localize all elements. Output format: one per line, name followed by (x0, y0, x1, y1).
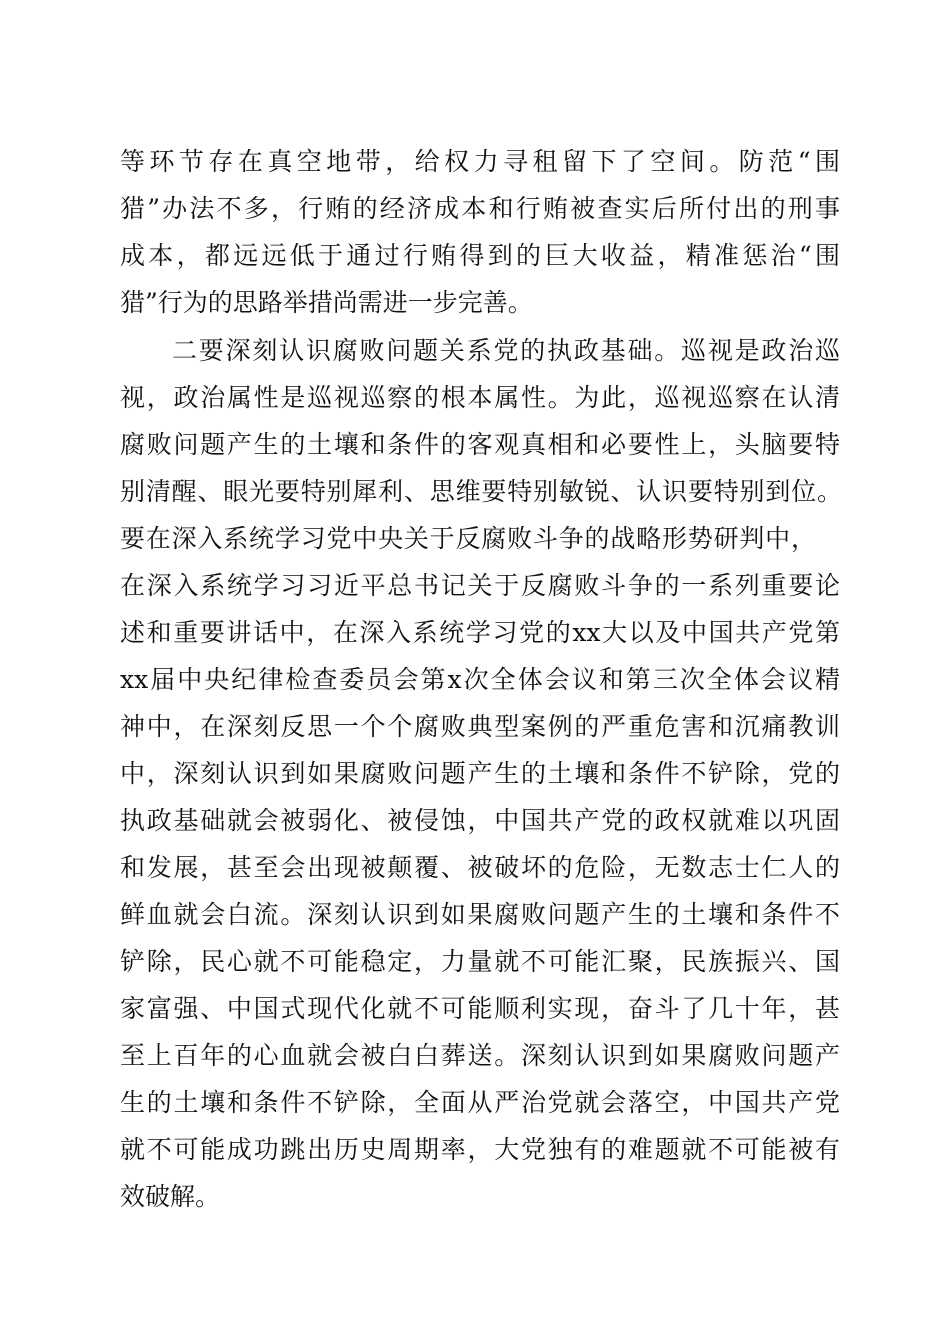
text-line: 神中，在深刻反思一个个腐败典型案例的严重危害和沉痛教训 (120, 712, 840, 741)
text-line: 执政基础就会被弱化、被侵蚀，中国共产党的政权就难以巩固 (120, 806, 840, 835)
text-line: 视，政治属性是巡视巡察的根本属性。为此，巡视巡察在认清 (120, 383, 840, 412)
text-line: 猎”办法不多，行贿的经济成本和行贿被查实后所付出的刑事 (120, 194, 840, 223)
text-line: 等环节存在真空地带，给权力寻租留下了空间。防范“围 (120, 147, 840, 176)
text-line: 至上百年的心血就会被白白葬送。深刻认识到如果腐败问题产 (120, 1041, 840, 1070)
text-line: 中，深刻认识到如果腐败问题产生的土壤和条件不铲除，党的 (120, 759, 840, 788)
text-line: 猎”行为的思路举措尚需进一步完善。 (120, 288, 533, 317)
text-line: 成本，都远远低于通过行贿得到的巨大收益，精准惩治“围 (120, 241, 840, 270)
text-line: 别清醒、眼光要特别犀利、思维要特别敏锐、认识要特别到位。 (120, 477, 842, 506)
text-line: 鲜血就会白流。深刻认识到如果腐败问题产生的土壤和条件不 (120, 900, 840, 929)
text-line: xx届中央纪律检查委员会第x次全体会议和第三次全体会议精 (120, 665, 840, 694)
text-line: 在深入系统学习习近平总书记关于反腐败斗争的一系列重要论 (120, 571, 840, 600)
text-line: 就不可能成功跳出历史周期率，大党独有的难题就不可能被有 (120, 1135, 840, 1164)
paragraph-first-line: 二要深刻认识腐败问题关系党的执政基础。巡视是政治巡 (172, 336, 840, 365)
text-line: 生的土壤和条件不铲除，全面从严治党就会落空，中国共产党 (120, 1088, 840, 1117)
text-line: 和发展，甚至会出现被颠覆、被破坏的危险，无数志士仁人的 (120, 853, 840, 882)
text-line: 家富强、中国式现代化就不可能顺利实现，奋斗了几十年，甚 (120, 994, 840, 1023)
text-line: 腐败问题产生的土壤和条件的客观真相和必要性上，头脑要特 (120, 430, 840, 459)
text-line: 铲除，民心就不可能稳定，力量就不可能汇聚，民族振兴、国 (120, 947, 840, 976)
text-line: 述和重要讲话中，在深入系统学习党的xx大以及中国共产党第 (120, 618, 840, 647)
text-line: 要在深入系统学习党中央关于反腐败斗争的战略形势研判中， (120, 524, 816, 553)
text-line: 效破解。 (120, 1182, 221, 1211)
